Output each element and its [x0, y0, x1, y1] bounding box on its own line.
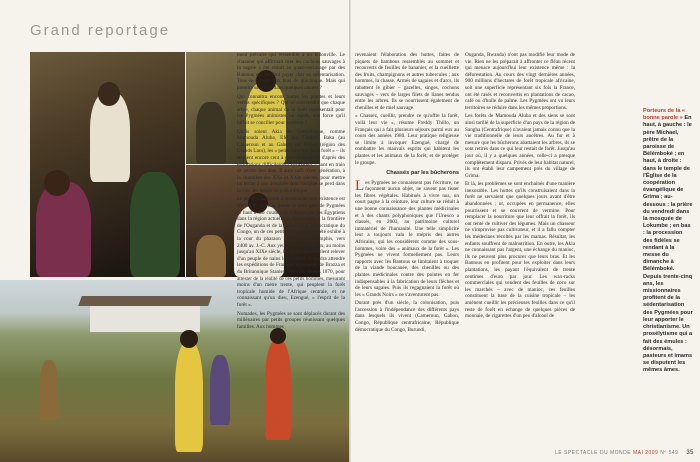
article-column-2: revenaient l'élaboration des huttes, faites de piquets de bambous ressemblés au sommet et recouverts de feuilles de bananier, et la cueillette des fruits, champignons et autres tubercules ; aux hommes, la chasse. Armés de sagaies et d'arcs, ils rabattent le gibier ‒ gazelles, singes, cochons sauvages ‒ vers de larges filets de lianes tendus entre les arbres. Ils se nourrissent également de chenilles et de miel sauvage. « Chassez, cueillir, prendre ce qu'offre la forêt, voilà leur vie », résume Freddy Thillo, un Français qui a fait plusieurs séjours parmi eux au cours des années 1980. Leur pratique religieuse se limite à invoquer Ezengué, chargé de combattre les mauvais esprits qui habitent les plantes et les animaux de la forêt, et de protéger le groupe. Chassés par les bûcherons Les Pygmées ne connaissent pas l'écriture, ne façonnent aucun objet, ne savent pas tisser les fibres végétales. Habitués à vivre nus, un court pagne à la ceinture, leur culture se réduit à une bonne connaissance des plantes médicinales et à des chants polyphoniques que l'Unesco a classés, en 2003, au patrimoine culturel immatériel de l'humanité. Une telle simplicité leur a toujours valu le mépris des autres Africains, qui les considèrent comme des sous-hommes, voire des « animaux de la forêt ». Les Pygmées ne vivent formellement pas. Leurs rapports avec les Bantous se limitaient à troquer de la viande boucanée, des chenilles ou des plantes médicinales contre des pointes en fer indispensables à la fabrication de leurs flèches et de leurs sagaies. Puis ils regagnaient la forêt où les « Grands Noirs » ne s'aventurent pas. Durant près d'un siècle, la colonisation, puis l'accession à l'indépendance des différents pays dans lesquels ils vivent (Cameroun, Gabon, Congo, République centrafricaine, République démocratique du Congo, Burundi,	[355, 52, 459, 333]
photo-pygmy-family	[30, 52, 185, 277]
subheading: Chassés par les bûcherons	[386, 170, 459, 177]
page-footer: LE SPECTACLE DU MONDE MAI 2009 Nº 549 35	[555, 450, 694, 456]
caption-lead: Porteurs de la « bonne parole »	[643, 108, 685, 122]
caption-body: En haut, à gauche : le père Michael, prêtre de la paroisse de Bélémboké ; en haut, à droite : dans le temple de l'Église de la coopération évangélique de Grima ; au-dessous : la prière du vendredi dans la mosquée de Lokumbe ; en bas : la procession des fidèles se rendant à la messe du dimanche à Bélémboké. Depuis trente-cinq ans, les missionnaires profitent de la sédentarisation des Pygmées pour leur apporter le christianisme. Un prosélytisme qui a fait des émules : désormais, pasteurs et imams se disputent les mêmes âmes.	[643, 115, 693, 374]
article-column-1: ment précaire qui ressemble à un bidonville. Le chasseur qui affirmait tirer les cochons sauvages à la sagaie a été réduit au quasi-esclavage par des Bantous qui lui font payer cher sa sédentarisation. Tous le mettent aux bras de quiconque. Mais qui prendra sa relève dans quelques années ? Qui connaîtra encore toutes les plantes et leurs vertus spécifiques ? Qui se souviendra que chaque arbre, chaque animal de la forêt représentait pour les Pygmées animistes un esprit, une force qu'il fallait se concilier pour survivre ? Qu'ils soient Akia de Centrafrique, comme Mamouda Aluba, Efé (au Congo), Baka (au Cameroun et au Gabon) ou Batwa (région des Grands Lacs), les « petits hommes de la forêt » ‒ ils seraient encore cent à deux cents mille d'après des estimations difficilement vérifiables ‒ sont en train de perdre leur âme. Il aura suffi d'une génération, à la charnière des XXe et XXIe siècles, pour mettre un terme à une aventure dont l'origine se perd dans la nuit des temps du paléolithique. Le premier historien à mentionner leur existence est Hérodote, qui leur donne le nom grec de Pygmées (« haut d'une coudée »). Capturé par les Égyptiens dans la région actuelle du Ruwenzori, à la frontière de l'Ouganda et de la République démocratique du Congo, un de ces petits hommes aurait été exhibé à la cour du pharaon Neferkara à Memphis, vers 2400 av. J.-C. Aux yeux des Occidentaux, au moins jusqu'au XIXe siècle, les Pygmées semblent relever d'un peuple de nains légendaires. Il faudra attendre les expéditions de François Savorgnan de Brazza et du Britannique Stanley, dans les années 1870, pour attester de la réalité de ces petits hommes, mesurant moins d'un mètre trente, qui peuplent la forêt tropicale humide de l'Afrique centrale, et ne connaissant qu'un dieu, Ezengué, « l'esprit de la forêt ». Nomades, les Pygmées se sont déplacés durant des millénaires par petits groupes réunissant quelques familles. Aux hommes	[237, 52, 345, 330]
page-number: 35	[686, 450, 694, 456]
photo-caption	[643, 108, 693, 375]
section-kicker: Grand reportage	[30, 22, 171, 39]
dropcap: L	[355, 177, 365, 194]
article-column-3: Ouganda, Rwanda) n'ont pas modifié leur mode de vie. Rien ne les préparait à affronter ce fléau récent qui menace aujourd'hui leur existence même : la déforestation. Au cours des vingt dernières années, 900 millions d'hectares de forêt tropicale africaine, soit une superficie représentant six fois la France, ont été rasés et reconvertis en plantations de cacao, café ou d'huile de palme. Les Pygmées ont vu leurs territoires se réduire dans les mêmes proportions. Les forêts de Mamouda Aluba et des siens se sont ainsi tarillé de la superficie d'un pays de la région de Sangha (Centrafrique) n'avaient jamais connu que la vie traditionnelle de leurs ancêtres. Au fur et à mesure que les bûcherons abattaient les arbres, ils se sont retirés dans ce qui leur restait de forêt. Jusqu'au jour où, il y a quelques années, celle-ci a presque complètement disparu. Privés de leur habitat naturel, ils ont établi leur campement près du village de Grima. Et là, les problèmes se sont enchaînés d'une manière inexorable. Les huttes qu'ils construisaient dans la forêt ne servaient que quelques jours avant d'être abandonnées ; or, occupées en permanence, elles pourrissent et se couvrent de vermine. Pour remplacer la nourriture que leur offrait la forêt, ils ont tenté de cultiver des légumes. Mais un chasseur ne s'improvise pas cultivateur, et il a fallu compter les médecines récoltés par les mamas. Résultat, les enfants souffrent de malnutrition. En outre, les Akia ne connaissant pas l'argent, une échange du manioc, ils ne peuvent plus procurer que leurs bras. Et les Bantous en profitent pour les exploiter dans leurs plantations, les payant l'équivalent de trente centimes d'euro par jour. Les wax-racks commerciales qui vendent des feuilles de coco sur les marchés ‒ avec de manioc, ces feuilles constituent la base de la cuisine tropicale ‒ les amènent cueillir les précieuses feuilles dans ce qu'il reste de forêt en échange de quelques pièces de monnaie, de cigarettes d'un peu d'alcool de	[465, 52, 575, 320]
right-page	[351, 0, 700, 462]
